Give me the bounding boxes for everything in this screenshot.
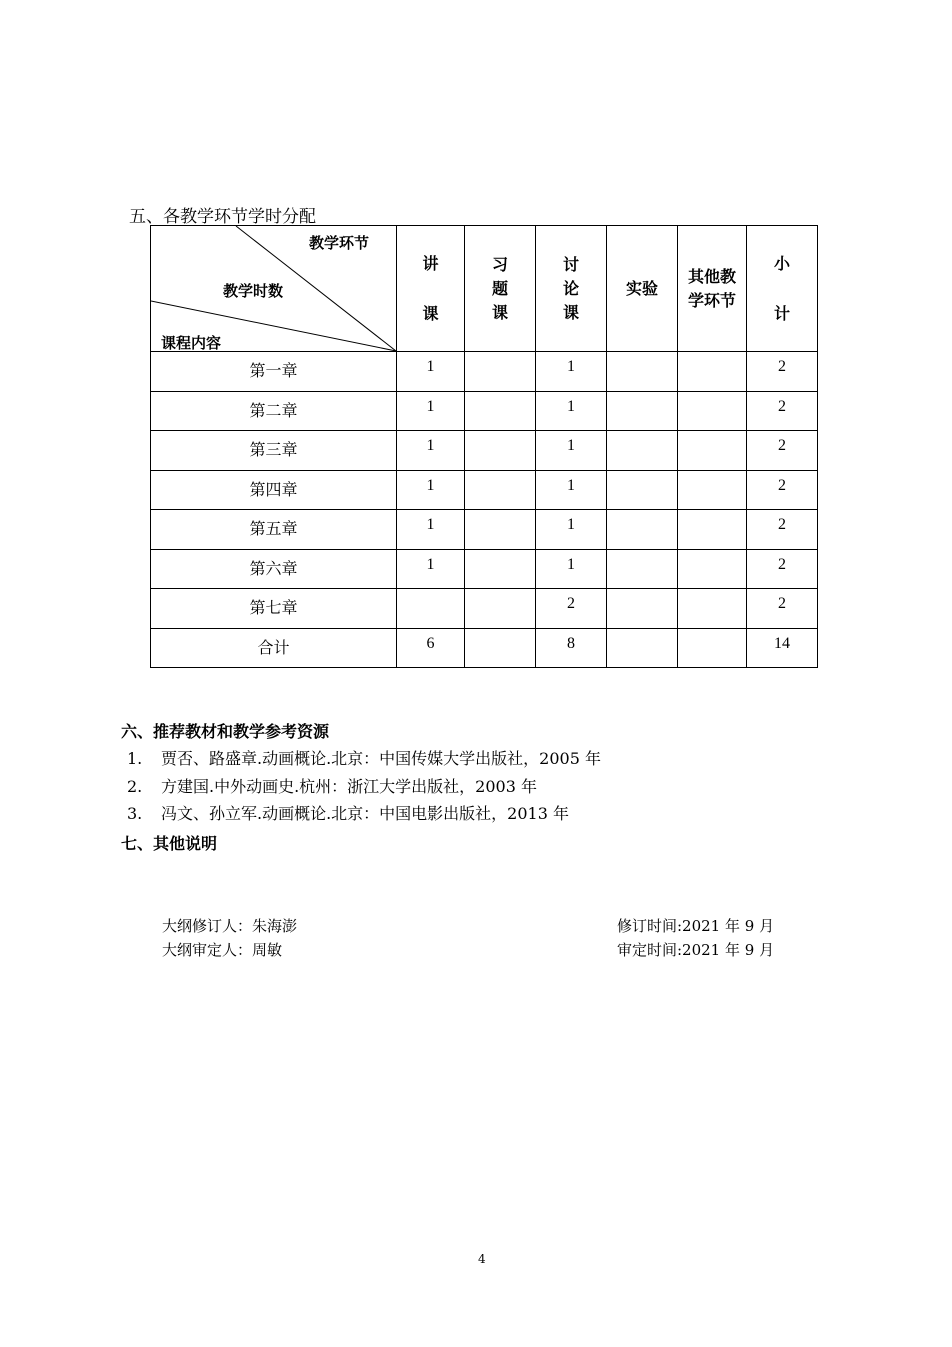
table-cell: 1 (536, 549, 607, 589)
reference-number: 3. (127, 804, 143, 823)
row-label: 第四章 (151, 470, 397, 510)
table-cell (678, 431, 747, 471)
table-body (151, 352, 818, 668)
header-row (151, 226, 818, 352)
table-cell: 1 (536, 470, 607, 510)
section-5-title: 五、各教学环节学时分配 (129, 207, 316, 227)
table-cell (465, 628, 536, 668)
table-cell (465, 589, 536, 629)
reference-item (127, 745, 601, 773)
table-row (151, 510, 818, 550)
table-cell (678, 589, 747, 629)
table-cell (465, 352, 536, 392)
page-number: 4 (478, 1252, 486, 1266)
row-label: 第六章 (151, 549, 397, 589)
table-cell (465, 431, 536, 471)
reference-text: 贾否、路盛章.动画概论.北京：中国传媒大学出版社，2005 年 (161, 749, 601, 768)
table-cell: 2 (747, 391, 818, 431)
table-cell: 2 (536, 589, 607, 629)
table-cell (678, 510, 747, 550)
table-cell: 1 (397, 391, 465, 431)
row-label: 第一章 (151, 352, 397, 392)
table-cell: 6 (397, 628, 465, 668)
table-cell (678, 470, 747, 510)
reviewer: 大纲审定人：周敏 (162, 941, 283, 959)
section-7-title: 七、其他说明 (121, 834, 218, 853)
header-lecture: 讲 课 (397, 226, 465, 352)
table-cell: 1 (397, 549, 465, 589)
row-label: 第五章 (151, 510, 397, 550)
signoff-right (617, 914, 774, 962)
table-cell (678, 352, 747, 392)
table-cell: 1 (397, 510, 465, 550)
table-cell (678, 628, 747, 668)
table-cell: 2 (747, 431, 818, 471)
row-label: 第三章 (151, 431, 397, 471)
table-row (151, 549, 818, 589)
table-cell (607, 510, 678, 550)
table-cell (607, 352, 678, 392)
revise-time: 修订时间:2021 年 9 月 (617, 917, 775, 935)
table-cell: 1 (397, 470, 465, 510)
table-row (151, 589, 818, 629)
header-other: 其他教 学环节 (678, 226, 747, 352)
corner-label-hours: 教学时数 (223, 282, 284, 300)
table-cell: 14 (747, 628, 818, 668)
table-cell (465, 510, 536, 550)
table-cell (678, 391, 747, 431)
table-cell: 8 (536, 628, 607, 668)
table-row (151, 391, 818, 431)
corner-label-teaching-link: 教学环节 (309, 234, 370, 252)
review-time: 审定时间:2021 年 9 月 (617, 941, 775, 959)
table-cell (607, 431, 678, 471)
table-cell (607, 549, 678, 589)
table-cell: 2 (747, 549, 818, 589)
table-cell (465, 470, 536, 510)
reference-item (127, 773, 601, 801)
reference-list (127, 745, 601, 828)
table-cell (678, 549, 747, 589)
table-cell (465, 391, 536, 431)
header-exercise: 习 题 课 (465, 226, 536, 352)
table-cell: 1 (536, 352, 607, 392)
reference-number: 2. (127, 776, 143, 796)
hours-table (150, 225, 818, 668)
header-experiment: 实验 (607, 226, 678, 352)
reference-text: 冯文、孙立军.动画概论.北京：中国电影出版社，2013 年 (161, 804, 569, 823)
table-row (151, 352, 818, 392)
row-label: 合计 (151, 628, 397, 668)
header-subtotal: 小 计 (747, 226, 818, 352)
table-cell (607, 391, 678, 431)
row-label: 第二章 (151, 391, 397, 431)
table-cell: 1 (536, 510, 607, 550)
table-cell: 1 (397, 352, 465, 392)
section-6-title: 六、推荐教材和教学参考资源 (121, 722, 330, 741)
table-cell: 2 (747, 470, 818, 510)
reviser: 大纲修订人：朱海澎 (162, 917, 298, 935)
table-cell: 1 (536, 391, 607, 431)
table-cell (607, 628, 678, 668)
table-row (151, 470, 818, 510)
corner-cell (151, 226, 397, 352)
reference-item (127, 800, 601, 828)
table-cell (607, 470, 678, 510)
table-cell (465, 549, 536, 589)
table-row (151, 628, 818, 668)
table-cell (397, 589, 465, 629)
signoff-left (162, 914, 297, 962)
table-cell: 1 (536, 431, 607, 471)
header-discussion: 讨 论 课 (536, 226, 607, 352)
table-cell (607, 589, 678, 629)
table-cell: 2 (747, 352, 818, 392)
table-cell: 1 (397, 431, 465, 471)
reference-text: 方建国.中外动画史.杭州：浙江大学出版社，2003 年 (161, 776, 537, 796)
reference-number: 1. (127, 749, 143, 768)
table-row (151, 431, 818, 471)
table-cell: 2 (747, 589, 818, 629)
corner-label-content: 课程内容 (161, 334, 222, 352)
row-label: 第七章 (151, 589, 397, 629)
table-cell: 2 (747, 510, 818, 550)
